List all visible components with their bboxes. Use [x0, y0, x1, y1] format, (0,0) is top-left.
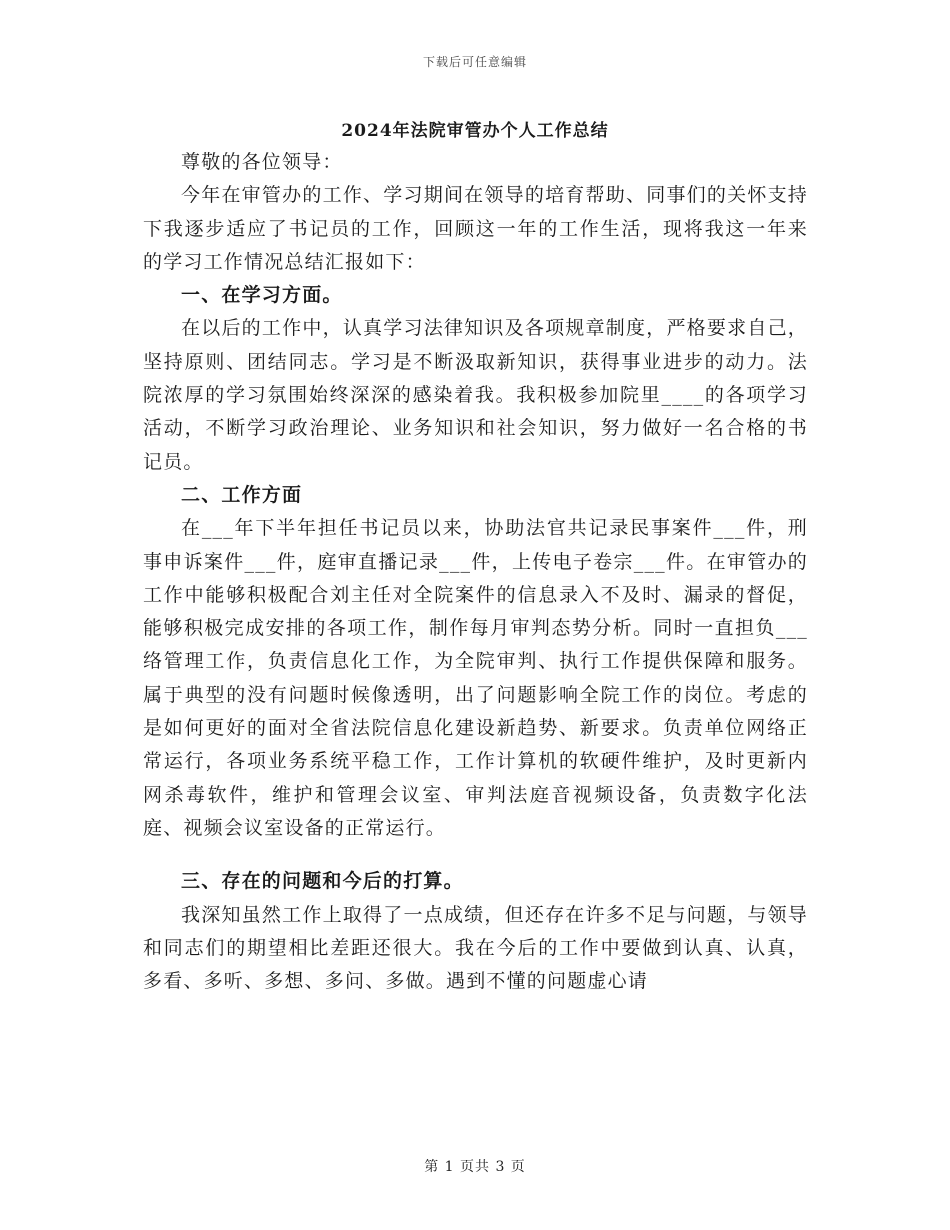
- section-heading-study: 一、在学习方面。: [181, 284, 343, 307]
- document-body: [143, 146, 808, 998]
- intro-paragraph: 今年在审管办的工作、学习期间在领导的培育帮助、同事们的关怀支持下我逐步适应了书记员的工作，回顾这一年的工作生活，现将我这一年来的学习工作情况总结汇报如下：: [143, 184, 808, 273]
- section-paragraph-work: 在___年下半年担任书记员以来，协助法官共记录民事案件___件，刑事申诉案件___件，庭审直播记录___件，上传电子卷宗___件。在审管办的工作中能够积极配合刘主任对全院案件的信息录入不及时、漏录的督促，能够积极完成安排的各项工作，制作每月审判态势分析。同时一直担负___络管理工作，负责信息化工作，为全院审判、执行工作提供保障和服务。属于典型的没有问题时候像透明，出了问题影响全院工作的岗位。考虑的是如何更好的面对全省法院信息化建设新趋势、新要求。负责单位网络正常运行，各项业务系统平稳工作，工作计算机的软硬件维护，及时更新内网杀毒软件，维护和管理会议室、审判法庭音视频设备，负责数字化法庭、视频会议室设备的正常运行。: [143, 517, 808, 839]
- greeting: 尊敬的各位领导：: [181, 151, 343, 173]
- section-heading-problems: 三、存在的问题和今后的打算。: [181, 870, 464, 893]
- section-paragraph-study: 在以后的工作中，认真学习法律知识及各项规章制度，严格要求自己，坚持原则、团结同志。学习是不断汲取新知识，获得事业进步的动力。法院浓厚的学习氛围始终深深的感染着我。我积极参加院里____的各项学习活动，不断学习政治理论、业务知识和社会知识，努力做好一名合格的书记员。: [143, 317, 808, 473]
- document-title: 2024年法院审管办个人工作总结: [341, 121, 609, 141]
- section-paragraph-problems: 我深知虽然工作上取得了一点成绩，但还存在许多不足与问题，与领导和同志们的期望相比差距还很大。我在今后的工作中要做到认真、认真，多看、多听、多想、多问、多做。遇到不懂的问题虚心请: [143, 903, 808, 993]
- section-heading-work: 二、工作方面: [181, 483, 303, 506]
- page-footer: 第 1 页共 3 页: [424, 1159, 526, 1175]
- header-note: 下载后可任意编辑: [422, 55, 527, 69]
